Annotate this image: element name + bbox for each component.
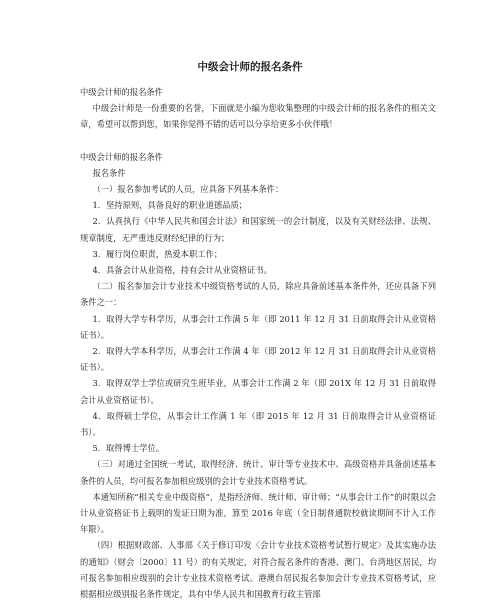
paragraph: 5．取得博士学位。 — [92, 443, 165, 454]
paragraph: （二）报名参加会计专业技术中级资格考试的人员，除应具备前述基本条件外，还应具备下列条件之一： — [80, 281, 436, 308]
page-title: 中级会计师的报名条件 — [197, 61, 303, 73]
paragraph: 本通知所称“相关专业中级资格”，是指经济师、统计师、审计师；“从事会计工作”的时限以会计从业资格证书上载明的发证日期为准，算至 2016 年底（全日制普通院校就读期间不计入工作年限）。 — [80, 491, 436, 535]
paragraph: 2．取得大学本科学历，从事会计工作满 4 年（即 2012 年 12 月 31 日前取得会计从业资格证书）。 — [80, 346, 436, 373]
paragraph: 4．具备会计从业资格，持有会计从业资格证书。 — [92, 265, 272, 276]
paragraph: 报名条件 — [92, 167, 126, 178]
paragraph: 中级会计师是一份重要的名誉，下面就是小编为您收集整理的中级会计师的报名条件的相关文章，希望可以帮到您，如果你觉得不错的话可以分享给更多小伙伴哦！ — [80, 103, 436, 130]
paragraph: （一）报名参加考试的人员，应具备下列基本条件： — [92, 184, 284, 195]
article-body — [80, 84, 436, 602]
paragraph: 1．坚持原则，具备良好的职业道德品质； — [92, 200, 248, 211]
paragraph: 1．取得大学专科学历，从事会计工作满 5 年（即 2011 年 12 月 31 日前取得会计从业资格证书）。 — [80, 313, 436, 340]
paragraph: 3．取得双学士学位或研究生班毕业，从事会计工作满 2 年（即 201X 年 12 月 31 日前取得会计从业资格证书）。 — [80, 378, 436, 405]
paragraph: 3．履行岗位职责，热爱本职工作； — [92, 248, 223, 259]
paragraph: 中级会计师的报名条件 — [80, 87, 163, 97]
paragraph: 4．取得硕士学位，从事会计工作满 1 年（即 2015 年 12 月 31 日前取得会计从业资格证书）。 — [80, 410, 436, 438]
paragraph: 2．认真执行《中华人民共和国会计法》和国家统一的会计制度，以及有关财经法律、法规、规章制度，无严重违反财经纪律的行为； — [80, 216, 436, 243]
paragraph: 中级会计师的报名条件 — [80, 151, 163, 162]
paragraph: （四）根据财政部、人事部《关于修订印发〈会计专业技术资格考试暂行规定〉及其实施办法的通知》（财会〔2000〕11 号）的有关规定，对符合报名条件的香港、澳门、台湾地区居民，均可报名参加相应级别的会计专业技术资格考试。港澳台居民报名参加会计专业技术资格考试，应根据相应级别报名条件规定，具有中华人民共和国教育行政主管部 — [80, 540, 436, 600]
paragraph: （三）对通过全国统一考试，取得经济、统计、审计等专业技术中、高级资格并具备前述基本条件的人员，均可报名参加相应级别的会计专业技术资格考试。 — [80, 459, 436, 486]
